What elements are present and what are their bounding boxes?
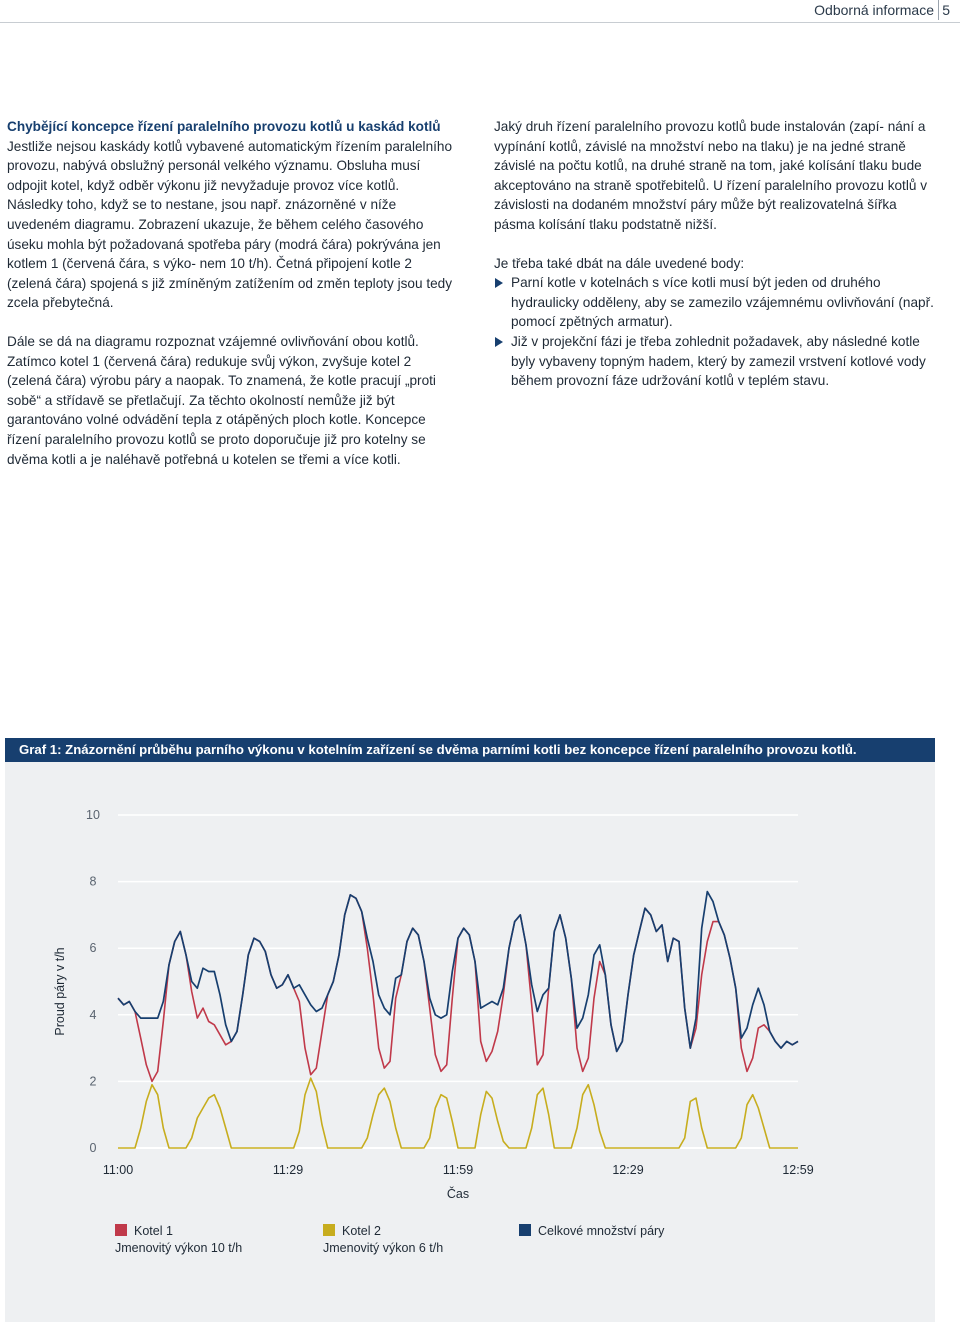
left-paragraph-2: Dále se dá na diagramu rozpoznat vzájemné ovlivňování obou kotlů. Zatímco kotel 1 (červená čára) redukuje svůj výkon, zvyšuje kotel 2 (zelená čára) výrobu páry a naopak. To znamená, že kotle pracují „proti sobě“ a střídavě se přetlačují. Za těchto okolností nemůže již být garantováno volné odvádění tepla z otápěných ploch kotle. Koncepce řízení paralelního provozu kotlů se proto doporučuje již pro kotelny se dvěma kotli a je naléhavě potřebná u kotelen se třemi a více kotli. <box>7 333 436 467</box>
section-heading: Chybějící koncepce řízení paralelního provozu kotlů u kaskád kotlů <box>7 119 441 134</box>
x-axis-label: Čas <box>446 1187 470 1201</box>
header-separator <box>938 0 939 20</box>
x-tick-label: 12:59 <box>782 1163 814 1177</box>
y-tick-label: 6 <box>89 941 97 956</box>
x-tick-label: 12:29 <box>612 1163 644 1177</box>
legend-label: Celkové množství páry <box>538 1224 665 1238</box>
y-tick-label: 10 <box>86 808 100 822</box>
x-tick-label: 11:59 <box>442 1163 474 1177</box>
legend-swatch-total <box>519 1224 531 1236</box>
legend-detail: Jmenovitý výkon 6 t/h <box>323 1241 444 1255</box>
figure-caption: Graf 1: Znázornění průběhu parního výkonu v kotelním zařízení se dvěma parními kotli bez koncepce řízení paralelního provozu kotlů. <box>5 738 935 762</box>
triangle-bullet-icon <box>495 278 503 288</box>
left-paragraph-1: Jestliže nejsou kaskády kotlů vybavené automatickým řízením paralelního provozu, nabývá obslužný personál velkého významu. Obsluha musí odpojit kotel, když odběr výkonu již nevyžaduje provoz více kotlů. Následky toho, když se to nestane, jsou např. znázorněné v níže uvedeném diagramu. Zobrazení ukazuje, že během celého časového úseku mohla být požadovaná spotřeba páry (modrá čára) pokrývána jen kotlem 1 (červená čára, s výko- nem 10 t/h). Četná připojení kotle 2 (zelená čára) spojená s již zmíněným zatížením od změn teploty jsou tedy zcela přebytečná. <box>7 138 453 311</box>
right-paragraph-1: Jaký druh řízení paralelního provozu kotlů bude instalován (zapí- nání a vypínání kotlů, závislé na množství nebo na tlaku) je na jedné straně závislé na počtu kotlů, na druhé straně na tom, jaké kolísání tlaku bude akceptováno na straně spotřebitelů. U řízení paralelního provozu kotlů v závislosti na dodaném množství páry může být realizovatelná šířka pásma kolísání tlaku podstatně nižší. <box>494 119 927 232</box>
bullet-item <box>494 273 939 332</box>
series-line-kotel1 <box>118 895 798 1082</box>
right-column <box>494 117 939 391</box>
triangle-bullet-icon <box>495 337 503 347</box>
legend-swatch-kotel2 <box>323 1224 335 1236</box>
y-tick-label: 4 <box>89 1007 97 1022</box>
x-tick-label: 11:29 <box>272 1163 304 1177</box>
legend-detail: Jmenovitý výkon 10 t/h <box>115 1241 243 1255</box>
bullet-item <box>494 332 939 391</box>
legend-swatch-kotel1 <box>115 1224 127 1236</box>
bullet-intro: Je třeba také dbát na dále uvedené body: <box>494 255 745 271</box>
page-number: 5 <box>942 2 950 18</box>
left-column <box>7 117 457 488</box>
bullet-text: Již v projekční fázi je třeba zohlednit požadavek, aby následné kotle byly vybaveny topným hadem, který by zamezil vrstvení kotlové vody během provozní fáze udržování kotlů v teplém stavu. <box>511 333 926 389</box>
header-section-title: Odborná informace <box>814 2 934 18</box>
y-axis-label: Proud páry v t/h <box>53 947 67 1036</box>
chart-panel <box>5 762 935 1322</box>
legend-label: Kotel 1 <box>134 1224 173 1238</box>
bullet-list <box>494 273 939 391</box>
header-rule <box>0 22 960 23</box>
bullet-text: Parní kotle v kotelnách s více kotli musí být jeden od druhého hydraulicky odděleny, aby se zamezilo vzájemnému ovlivňování (např. pomocí zpětných armatur). <box>511 275 934 330</box>
series-line-kotel2 <box>118 1078 798 1148</box>
x-tick-label: 11:00 <box>102 1163 134 1177</box>
y-tick-label: 2 <box>89 1074 97 1089</box>
legend-label: Kotel 2 <box>342 1224 381 1238</box>
y-tick-label: 0 <box>89 1141 97 1155</box>
y-tick-label: 8 <box>89 874 97 889</box>
